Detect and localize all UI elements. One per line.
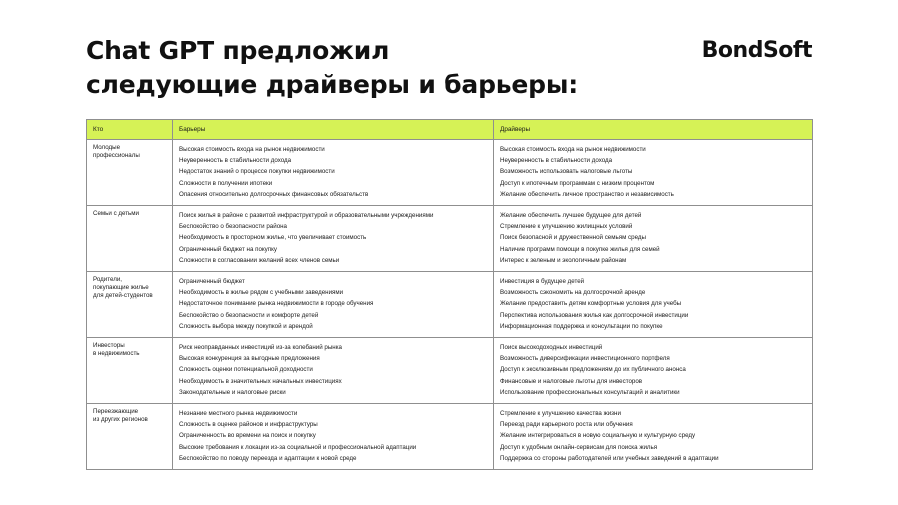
- segment-label-line: Молодые: [93, 144, 121, 151]
- driver-item: Высокая стоимость входа на рынок недвижимости: [500, 146, 646, 153]
- segment-label-line: профессионалы: [93, 152, 140, 160]
- driver-item: Желание обеспечить лучшее будущее для детей: [500, 212, 642, 220]
- driver-item: Возможность использовать налоговые льготы: [500, 168, 633, 176]
- title-line-2: следующие драйверы и барьеры:: [86, 70, 579, 99]
- barrier-item: Высокие требования к локации из-за социальной и профессиональной адаптации: [179, 443, 417, 451]
- table-row: [87, 338, 813, 404]
- barrier-item: Сложности в согласовании желаний всех членов семьи: [179, 256, 340, 264]
- barriers-list: [179, 342, 487, 398]
- drivers-cell: [494, 272, 813, 338]
- segment-label-line: Инвесторы: [93, 342, 125, 350]
- barrier-item: Необходимость в значительных начальных инвестициях: [179, 377, 342, 385]
- page-title: [86, 34, 578, 102]
- driver-item: Информационная поддержка и консультации по покупке: [500, 322, 663, 330]
- driver-item: Стремление к улучшению качества жизни: [500, 410, 621, 418]
- driver-item: Использование профессиональных консультаций и аналитики: [500, 388, 680, 396]
- segment-cell: [87, 404, 173, 470]
- barrier-item: Беспокойство по поводу переезда и адаптации к новой среде: [179, 454, 357, 462]
- bondsoft-logo: BondSoft: [701, 38, 812, 63]
- barriers-list: [179, 408, 487, 464]
- driver-item: Финансовые и налоговые льготы для инвесторов: [500, 377, 643, 385]
- driver-item: Доступ к удобным онлайн-сервисам для поиска жилья: [500, 443, 658, 451]
- segment-label-line: Переезжающие: [93, 408, 139, 416]
- barrier-item: Беспокойство о безопасности района: [179, 223, 287, 231]
- segment-label-line: Родители,: [93, 276, 123, 284]
- driver-item: Желание предоставить детям комфортные условия для учебы: [500, 300, 682, 308]
- barriers-list: [179, 144, 487, 200]
- driver-item: Желание обеспечить личное пространство и независимость: [500, 190, 674, 198]
- table-row: [87, 206, 813, 272]
- barrier-item: Поиск жилья в районе с развитой инфраструктурой и образовательными учреждениями: [179, 212, 434, 220]
- driver-item: Перспектива использования жилья как долгосрочной инвестиции: [500, 311, 689, 319]
- barrier-item: Сложности в получении ипотеки: [179, 179, 273, 187]
- driver-item: Инвестиция в будущее детей: [500, 278, 585, 286]
- segment-label-line: покупающие жилье: [93, 284, 149, 292]
- table-body: [87, 140, 813, 470]
- barrier-item: Законодательные и налоговые риски: [179, 388, 286, 396]
- barrier-item: Необходимость в жилье рядом с учебными заведениями: [179, 289, 344, 297]
- driver-item: Доступ к ипотечным программам с низким процентом: [500, 179, 655, 187]
- driver-item: Поддержка со стороны работодателей или учебных заведений в адаптации: [500, 454, 719, 462]
- drivers-cell: [494, 404, 813, 470]
- table-row: [87, 404, 813, 470]
- barrier-item: Высокая конкуренция за выгодные предложения: [179, 355, 320, 363]
- segment-label-line: из других регионов: [93, 416, 148, 424]
- table-header-row: [87, 120, 813, 140]
- barrier-item: Сложность выбора между покупкой и арендой: [179, 322, 313, 330]
- drivers-list: [500, 342, 806, 398]
- segment-cell: [87, 272, 173, 338]
- driver-item: Возможность диверсификации инвестиционного портфеля: [500, 355, 670, 363]
- segment-cell: [87, 206, 173, 272]
- drivers-list: [500, 210, 806, 266]
- driver-item: Переезд ради карьерного роста или обучения: [500, 421, 633, 429]
- driver-item: Стремление к улучшению жилищных условий: [500, 223, 633, 231]
- drivers-barriers-table: [86, 119, 813, 470]
- barriers-cell: [173, 140, 494, 206]
- barrier-item: Беспокойство о безопасности и комфорте детей: [179, 311, 319, 319]
- table-row: [87, 272, 813, 338]
- segment-label-line: в недвижимость: [93, 350, 140, 358]
- barriers-cell: [173, 272, 494, 338]
- table-row: [87, 140, 813, 206]
- barrier-item: Недостаток знаний о процессе покупки недвижимости: [179, 168, 335, 176]
- driver-item: Поиск безопасной и дружественной семьям среды: [500, 234, 646, 242]
- segment-cell: [87, 140, 173, 206]
- segment-label-line: Семьи с детьми: [93, 210, 139, 218]
- driver-item: Возможность сэкономить на долгосрочной аренде: [500, 289, 646, 297]
- header-drivers: Драйверы: [494, 120, 813, 140]
- driver-item: Интерес к зеленым и экологичным районам: [500, 256, 627, 264]
- barriers-cell: [173, 404, 494, 470]
- barriers-cell: [173, 338, 494, 404]
- barrier-item: Сложность оценки потенциальной доходности: [179, 366, 313, 374]
- header-who: Кто: [87, 120, 173, 140]
- drivers-list: [500, 144, 806, 200]
- driver-item: Поиск высокодоходных инвестиций: [500, 344, 603, 352]
- barrier-item: Риск неоправданных инвестиций из-за колебаний рынка: [179, 344, 342, 352]
- drivers-list: [500, 276, 806, 332]
- header-barriers: Барьеры: [173, 120, 494, 140]
- barriers-cell: [173, 206, 494, 272]
- driver-item: Неуверенность в стабильности дохода: [500, 157, 613, 165]
- title-line-1: Chat GPT предложил: [86, 36, 390, 65]
- driver-item: Желание интегрироваться в новую социальную и культурную среду: [500, 432, 696, 440]
- barrier-item: Высокая стоимость входа на рынок недвижимости: [179, 146, 325, 153]
- driver-item: Наличие программ помощи в покупке жилья для семей: [500, 245, 660, 253]
- barrier-item: Недостаточное понимание рынка недвижимости в городе обучения: [179, 300, 374, 308]
- barrier-item: Необходимость в просторном жилье, что увеличивает стоимость: [179, 234, 367, 242]
- drivers-cell: [494, 206, 813, 272]
- barriers-list: [179, 210, 487, 266]
- barrier-item: Ограниченный бюджет: [179, 278, 245, 286]
- barrier-item: Неуверенность в стабильности дохода: [179, 157, 292, 165]
- barrier-item: Ограниченность во времени на поиск и покупку: [179, 432, 316, 440]
- drivers-list: [500, 408, 806, 464]
- barriers-list: [179, 276, 487, 332]
- barrier-item: Сложность в оценке районов и инфраструктуры: [179, 421, 318, 429]
- drivers-cell: [494, 338, 813, 404]
- barrier-item: Незнание местного рынка недвижимости: [179, 410, 298, 418]
- barrier-item: Ограниченный бюджет на покупку: [179, 245, 277, 253]
- drivers-cell: [494, 140, 813, 206]
- segment-label-line: для детей-студентов: [93, 292, 153, 300]
- driver-item: Доступ к эксклюзивным предложениям до их публичного анонса: [500, 366, 686, 374]
- barrier-item: Опасения относительно долгосрочных финансовых обязательств: [179, 190, 369, 198]
- segment-cell: [87, 338, 173, 404]
